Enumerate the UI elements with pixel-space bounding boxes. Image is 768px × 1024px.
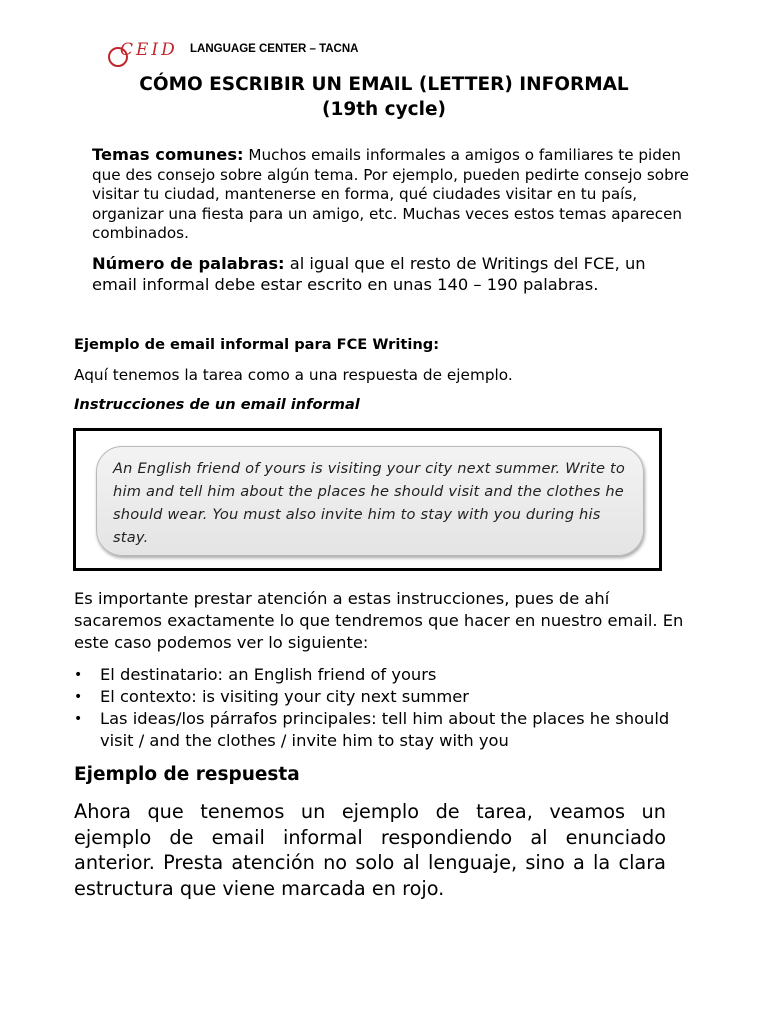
task-box xyxy=(73,428,662,571)
list-item xyxy=(74,664,684,686)
page-title: CÓMO ESCRIBIR UN EMAIL (LETTER) INFORMAL xyxy=(139,74,629,95)
importante-paragraph: Es importante prestar atención a estas instrucciones, pues de ahí sacaremos exactamente lo que tendremos que hacer en nuestro email. En este caso podemos ver lo siguiente: xyxy=(74,589,684,652)
bullet-text: El contexto: is visiting your city next summer xyxy=(100,687,469,706)
ceid-logo xyxy=(106,38,186,70)
respuesta-paragraph: Ahora que tenemos un ejemplo de tarea, veamos un ejemplo de email informal respondiendo al enunciado anterior. Presta atención no solo al lenguaje, sino a la clara estructura que viene marcada en rojo. xyxy=(74,800,666,900)
bullet-list xyxy=(74,664,684,752)
page-subtitle: (19th cycle) xyxy=(322,99,446,120)
aqui-text: Aquí tenemos la tarea como a una respuesta de ejemplo. xyxy=(74,366,513,384)
respuesta-heading: Ejemplo de respuesta xyxy=(74,764,300,785)
palabras-text: al igual que el resto de Writings del FCE, un email informal debe estar escrito en unas 140 – 190 palabras. xyxy=(92,254,646,294)
palabras-label: Número de palabras: xyxy=(92,254,285,273)
temas-paragraph xyxy=(92,145,712,244)
ejemplo-heading: Ejemplo de email informal para FCE Writing: xyxy=(74,336,440,353)
logo-text: CEID xyxy=(120,40,178,60)
bullet-text: El destinatario: an English friend of yours xyxy=(100,665,437,684)
list-item xyxy=(74,686,684,708)
center-name: LANGUAGE CENTER – TACNA xyxy=(190,43,359,55)
task-text: An English friend of yours is visiting your city next summer. Write to him and tell him about the places he should visit and the clothes he should wear. You must also invite him to stay with you during his stay. xyxy=(113,460,626,546)
bullet-icon: • xyxy=(74,711,83,727)
temas-text: Muchos emails informales a amigos o familiares te piden que des consejo sobre algún tema. Por ejemplo, pueden pedirte consejo sobre visitar tu ciudad, mantenerse en forma, qué ciudades visitar en tu país, organizar una fiesta para un amigo, etc. Muchas veces estos temas aparecen combinados. xyxy=(92,146,689,242)
bullet-icon: • xyxy=(74,667,83,683)
task-bubble xyxy=(96,446,644,556)
list-item xyxy=(74,708,684,752)
instrucciones-heading: Instrucciones de un email informal xyxy=(74,396,360,413)
bullet-text: Las ideas/los párrafos principales: tell him about the places he should visit / and the clothes / invite him to stay with you xyxy=(100,709,670,750)
temas-label: Temas comunes: xyxy=(92,145,244,164)
palabras-paragraph xyxy=(92,253,692,295)
bullet-icon: • xyxy=(74,689,83,705)
